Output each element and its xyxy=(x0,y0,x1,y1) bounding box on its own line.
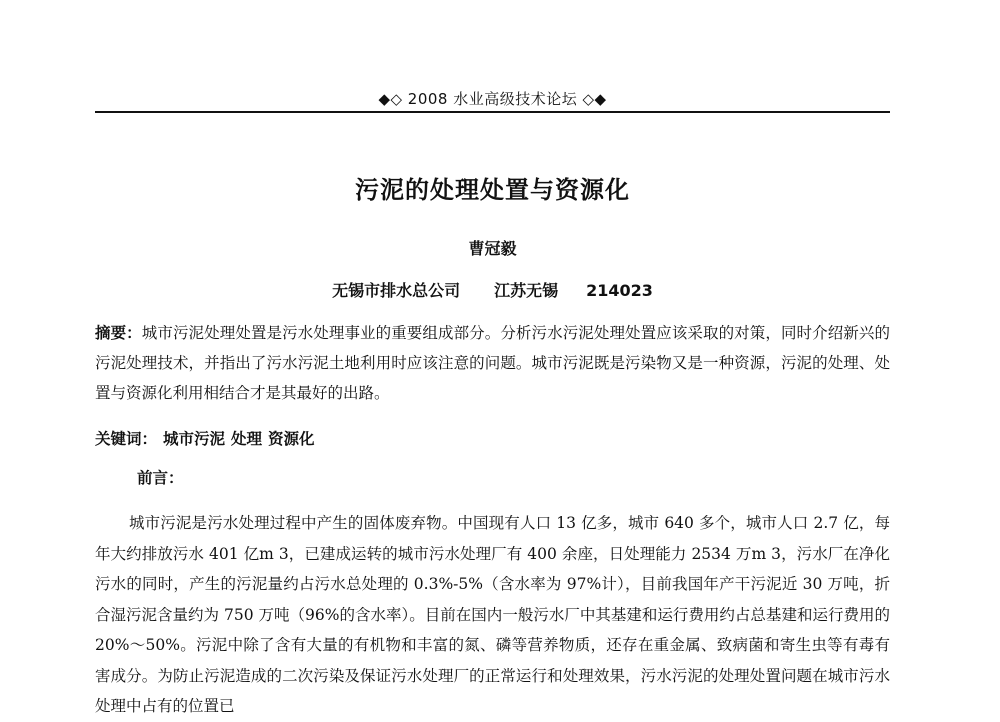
paper-title: 污泥的处理处置与资源化 xyxy=(355,176,630,204)
abstract-label: 摘要： xyxy=(95,323,142,342)
header-rule xyxy=(95,111,890,113)
keyword-item: 城市污泥 xyxy=(163,430,226,448)
affiliation xyxy=(95,278,890,301)
affiliation-city: 江苏无锡 xyxy=(494,281,559,300)
abstract-text: 城市污泥处理处置是污水处理事业的重要组成部分。分析污水污泥处理处置应该采取的对策，同时介绍新兴的污泥处理技术，并指出了污水污泥土地利用时应该注意的问题。城市污泥既是污染物又是一种资源，污泥的处理、处置与资源化利用相结合才是其最好的出路。 xyxy=(95,324,890,402)
running-header: ◆◇ 2008 水业高级技术论坛 ◇◆ xyxy=(378,90,607,108)
affiliation-postcode: 214023 xyxy=(586,281,653,300)
abstract xyxy=(95,318,890,408)
preface-heading: 前言： xyxy=(137,469,184,487)
author-name: 曹冠毅 xyxy=(468,239,517,258)
keyword-item: 资源化 xyxy=(268,430,315,448)
keywords-label: 关键词： xyxy=(95,430,158,448)
body-paragraph: 城市污泥是污水处理过程中产生的固体废弃物。中国现有人口 13 亿多，城市 640 多个，城市人口 2.7 亿，每年大约排放污水 401 亿m 3，已建成运转的城市污水处理厂有 400 余座，日处理能力 2534 万m 3，污水厂在净化污水的同时，产生的污泥量约占污水总处理的 0.3%-5%（含水率为 97%计），目前我国年产干污泥近 30 万吨，折合湿污泥含量约为 750 万吨（96%的含水率）。目前在国内一般污水厂中其基建和运行费用约占总基建和运行费用的 20%～50%。污泥中除了含有大量的有机物和丰富的氮、磷等营养物质，还存在重金属、致病菌和寄生虫等有毒有害成分。为防止污泥造成的二次污染及保证污水处理厂的正常运行和处理效果，污水污泥的处理处置问题在城市污水处理中占有的位置已 xyxy=(95,514,890,715)
keywords xyxy=(95,424,890,454)
keyword-item: 处理 xyxy=(231,430,263,448)
affiliation-org: 无锡市排水总公司 xyxy=(332,281,461,300)
